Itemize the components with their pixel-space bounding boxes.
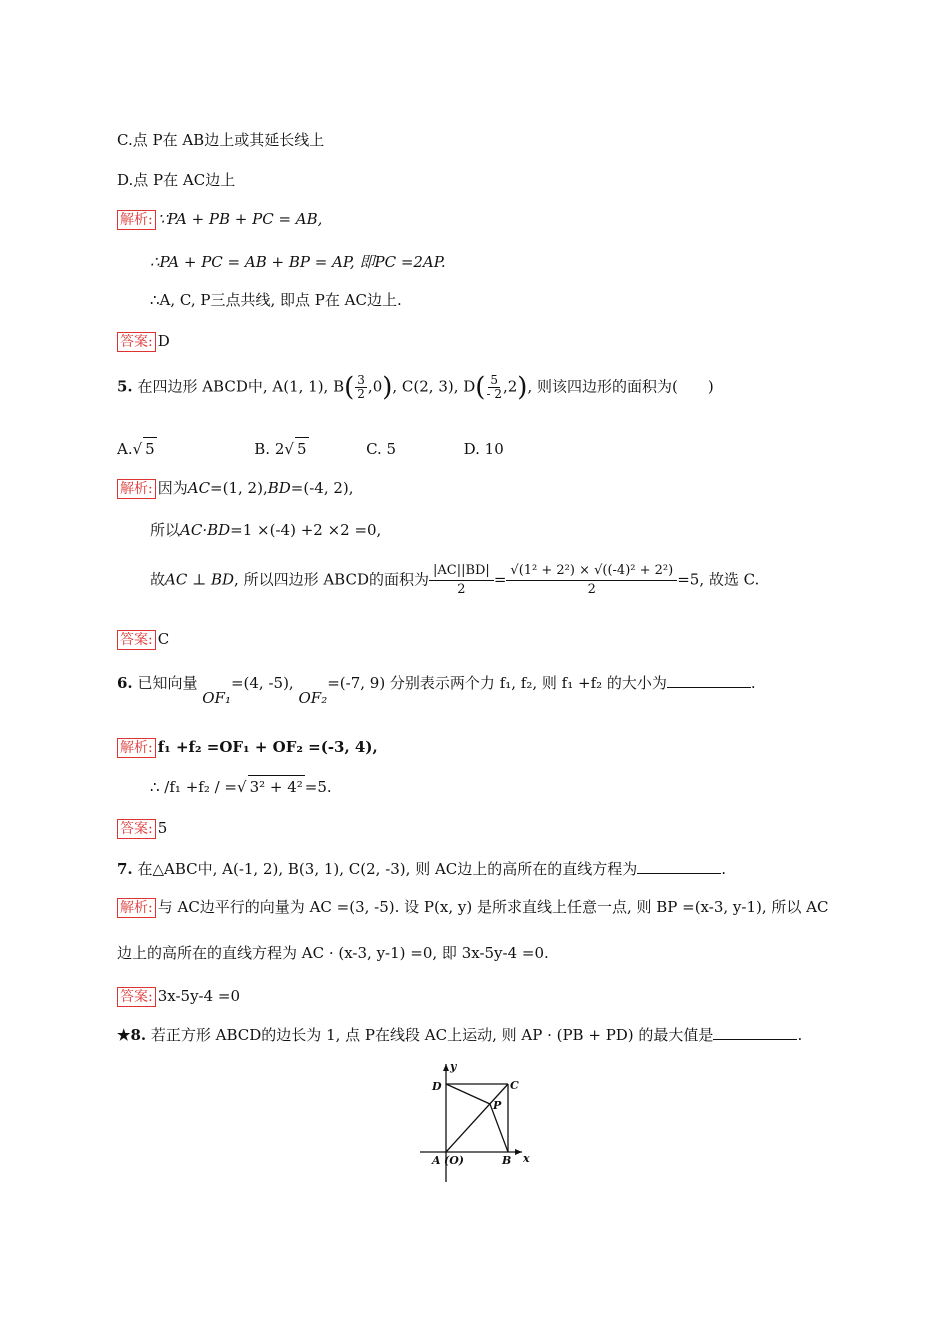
- sqrt-icon: √: [132, 440, 143, 458]
- q6-text-d: .: [750, 674, 756, 692]
- q7-text-end: .: [721, 860, 727, 878]
- q5-b-den: 2: [357, 387, 365, 401]
- analysis-tag: 解析:: [117, 898, 156, 918]
- paren-close: ): [517, 372, 528, 403]
- q6-text-a: 已知向量: [137, 674, 198, 692]
- q6-l1: f₁ +f₂ =OF₁ + OF₂ =(-3, 4),: [157, 738, 378, 756]
- q5-answer-value: C: [157, 630, 170, 648]
- square-diagram: [410, 1058, 540, 1183]
- q5-d-frac: [486, 374, 502, 401]
- q6-answer-value: 5: [157, 819, 168, 837]
- vector-of1: OF₁: [202, 689, 231, 707]
- q4-eq2b: PC =2AP.: [374, 253, 446, 271]
- vector-of2: OF₂: [298, 689, 328, 707]
- q4-analysis-line2: [150, 251, 446, 273]
- q5-opt-a: A.: [117, 440, 133, 458]
- answer-blank: [667, 673, 751, 688]
- answer-tag: 答案:: [117, 332, 156, 352]
- q5-l1e: =(-4, 2),: [290, 479, 354, 497]
- q5-options: [117, 437, 504, 460]
- answer-blank: [637, 859, 721, 874]
- q7-answer: [117, 985, 240, 1007]
- q5-opt-b: B. 2: [254, 440, 285, 458]
- q5-text-e: , 则该四边形的面积为( ): [527, 377, 714, 396]
- q5-opt-c: C. 5: [366, 440, 397, 458]
- q5-b-frac: [355, 374, 367, 401]
- label-o: (O): [444, 1154, 464, 1167]
- q8-text-end: .: [797, 1026, 803, 1044]
- q5-d-num: 5: [490, 373, 499, 387]
- diagonal-ac: [446, 1084, 508, 1152]
- q4-analysis-line3: ∴A, C, P三点共线, 即点 P在 AC边上.: [150, 291, 402, 309]
- answer-tag: 答案:: [117, 987, 156, 1007]
- q5-b-rest: ,0: [367, 377, 383, 396]
- q6-text-b: =(4, -5),: [230, 674, 294, 692]
- q5-area-frac2: [506, 562, 677, 599]
- q5-answer: [117, 628, 169, 650]
- q6-answer: [117, 817, 167, 839]
- q7-text: 在△ABC中, A(-1, 2), B(3, 1), C(2, -3), 则 AC边上的高所在的直线方程为: [137, 860, 638, 878]
- label-a: A: [432, 1154, 441, 1167]
- y-arrow-icon: [443, 1064, 449, 1071]
- q8-star: ★8.: [117, 1026, 147, 1044]
- q5-eq: =: [493, 570, 507, 589]
- q5-l3d: =5, 故选 C.: [677, 570, 760, 589]
- q5-opt-a-val: 5: [143, 437, 157, 460]
- q5-l1c: =(1, 2),: [210, 479, 268, 497]
- q6-analysis-line2: [150, 775, 332, 798]
- option-c: C.点 P在 AB边上或其延长线上: [117, 131, 325, 149]
- q6-text-c: =(-7, 9) 分别表示两个力 f₁, f₂, 则 f₁ +f₂ 的大小为: [327, 674, 667, 692]
- q4-analysis-line1: [117, 208, 322, 230]
- q5-l3a: 故: [150, 570, 166, 589]
- q7-l1: 与 AC边平行的向量为 AC =(3, -5). 设 P(x, y) 是所求直线上任意一点, 则 BP =(x-3, y-1), 所以 AC: [157, 898, 829, 916]
- analysis-tag: 解析:: [117, 479, 156, 499]
- q5-l2a: 所以: [150, 521, 181, 539]
- analysis-tag: 解析:: [117, 210, 156, 230]
- answer-blank: [713, 1025, 797, 1040]
- q7-analysis-line2: 边上的高所在的直线方程为 AC · (x-3, y-1) =0, 即 3x-5y-4 =0.: [117, 944, 549, 962]
- q7-number: 7.: [117, 860, 133, 878]
- q5-opt-d: D. 10: [463, 440, 504, 458]
- q7-answer-value: 3x-5y-4 =0: [157, 987, 241, 1005]
- vector-perp: AC ⊥ BD: [165, 570, 235, 589]
- label-y: y: [450, 1060, 457, 1073]
- q6-analysis-line1: [117, 736, 378, 758]
- q5-d-rest: ,2: [502, 377, 518, 396]
- q4-eq1: ∵PA + PB + PC = AB,: [157, 210, 323, 228]
- q6-l2a: ∴ /f₁ +f₂ / =: [150, 778, 237, 796]
- paren-open: (: [344, 372, 355, 403]
- q5-analysis-line2: [150, 519, 381, 541]
- q5-b-num: 3: [357, 373, 365, 387]
- q6-l2b: 3² + 4²: [248, 775, 305, 798]
- analysis-tag: 解析:: [117, 738, 156, 758]
- segment-dp: [446, 1084, 490, 1104]
- q5-opt-b-val: 5: [295, 437, 309, 460]
- q6-number: 6.: [117, 674, 133, 692]
- q7-analysis-line1: [117, 896, 828, 918]
- q4-answer-value: D: [157, 332, 170, 350]
- q5-analysis-line1: [117, 477, 354, 499]
- answer-tag: 答案:: [117, 630, 156, 650]
- q5-text-c: , C(2, 3), D: [392, 377, 476, 396]
- vector-bd: BD: [267, 479, 291, 497]
- q5-l3c: , 所以四边形 ABCD的面积为: [234, 570, 429, 589]
- q8-question: [117, 1024, 802, 1046]
- sqrt-icon: √: [237, 778, 247, 796]
- q5-text-a: 在四边形 ABCD中, A(1, 1), B: [137, 377, 345, 396]
- q4-eq2a: ∴PA + PC = AB + BP = AP, 即: [150, 253, 375, 271]
- vector-ac: AC: [187, 479, 211, 497]
- q8-text: 若正方形 ABCD的边长为 1, 点 P在线段 AC上运动, 则 AP · (PB + PD) 的最大值是: [150, 1026, 714, 1044]
- paren-close: ): [382, 372, 393, 403]
- vector-dot: AC·BD: [180, 521, 231, 539]
- q5-l2c: =1 ×(-4) +2 ×2 =0,: [230, 521, 382, 539]
- q5-area-den2: 2: [587, 582, 596, 597]
- q5-question: [117, 374, 714, 401]
- label-x: x: [523, 1152, 530, 1165]
- q5-area-frac: [429, 562, 494, 599]
- paren-open: (: [475, 372, 486, 403]
- option-d: D.点 P在 AC边上: [117, 171, 236, 189]
- q5-area-num2: √(1² + 2²) × √((-4)² + 2²): [506, 562, 677, 581]
- answer-tag: 答案:: [117, 819, 156, 839]
- sqrt-icon: √: [284, 440, 294, 458]
- q5-area-den: 2: [457, 582, 466, 597]
- q6-question: [117, 672, 756, 707]
- q4-answer: [117, 330, 170, 352]
- q5-analysis-line3: [150, 562, 759, 599]
- label-b: B: [502, 1154, 512, 1167]
- label-c: C: [510, 1079, 519, 1092]
- label-p: P: [493, 1099, 502, 1112]
- x-arrow-icon: [515, 1149, 522, 1155]
- q5-number: 5.: [117, 377, 133, 396]
- q5-l1a: 因为: [157, 479, 188, 497]
- q7-question: [117, 858, 726, 880]
- label-d: D: [432, 1080, 442, 1093]
- q5-area-num: |AC||BD|: [429, 562, 494, 581]
- q5-d-den: - 2: [486, 387, 502, 401]
- q6-l2c: =5.: [304, 778, 332, 796]
